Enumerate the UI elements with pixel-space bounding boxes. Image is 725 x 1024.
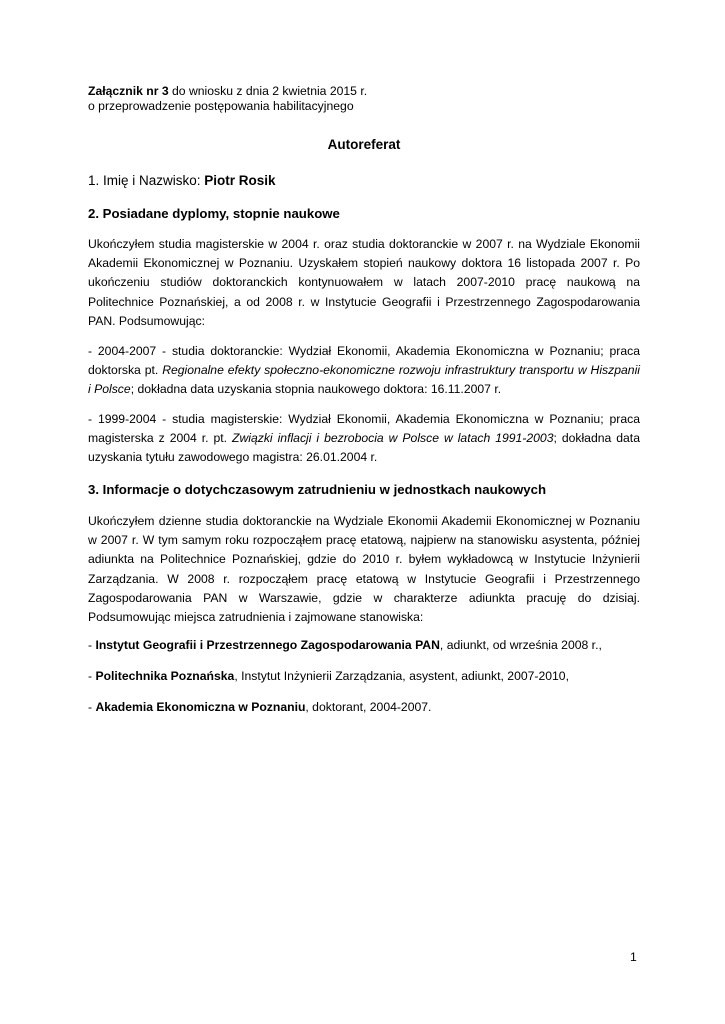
author-name: Piotr Rosik bbox=[204, 173, 276, 188]
employment-item-dash: - bbox=[88, 638, 96, 652]
employment-details: , doktorant, 2004-2007. bbox=[305, 700, 432, 714]
employment-org: Politechnika Poznańska bbox=[95, 669, 235, 683]
page-number: 1 bbox=[630, 950, 637, 964]
employment-details: , adiunkt, od września 2008 r., bbox=[439, 638, 602, 652]
section-2-heading: 2. Posiadane dyplomy, stopnie naukowe bbox=[88, 206, 340, 221]
diploma-item-doctoral bbox=[88, 342, 640, 400]
attachment-header bbox=[88, 84, 367, 114]
section-3-paragraph: Ukończyłem dzienne studia doktoranckie na Wydziale Ekonomii Akademii Ekonomicznej w Poznaniu w 2007 r. W tym samym roku rozpocząłem pracę etatową, najpierw na stanowisku asystenta, później adiunkta na Politechnice Poznańskiej, gdzie do 2010 r. byłem wykładowcą w Instytucie Inżynierii Zarządzania. W 2008 r. rozpocząłem pracę etatową w Instytucie Geografii i Przestrzennego Zagospodarowania PAN w Warszawie, gdzie w charakterze adiunkta pracuję do dzisiaj. Podsumowując miejsca zatrudnienia i zajmowane stanowiska: bbox=[88, 514, 640, 625]
attachment-line-1 bbox=[88, 84, 367, 99]
employment-org: Akademia Ekonomiczna w Poznaniu bbox=[95, 700, 306, 714]
attachment-label: Załącznik nr 3 bbox=[88, 84, 169, 98]
diploma-item-doctoral-prefix: - 2004-2007 - studia doktoranckie: Wydział Ekonomii, Akademia Ekonomiczna w Poznaniu; praca doktorska pt. bbox=[88, 344, 640, 378]
diploma-item-masters bbox=[88, 410, 640, 468]
document-title: Autoreferat bbox=[327, 137, 401, 152]
employment-item-dash: - bbox=[88, 700, 96, 714]
diploma-item-doctoral-suffix: ; dokładna data uzyskania stopnia naukowego doktora: 16.11.2007 r. bbox=[130, 382, 502, 397]
section-3-heading: 3. Informacje o dotychczasowym zatrudnieniu w jednostkach naukowych bbox=[88, 482, 547, 497]
attachment-line-2: o przeprowadzenie postępowania habilitacyjnego bbox=[88, 99, 354, 113]
diploma-item-masters-suffix: ; dokładna data uzyskania tytułu zawodowego magistra: 26.01.2004 r. bbox=[88, 431, 640, 465]
attachment-line-1-rest: do wniosku z dnia 2 kwietnia 2015 r. bbox=[168, 84, 368, 98]
employment-item bbox=[88, 636, 602, 655]
employment-details: , Instytut Inżynierii Zarządzania, asystent, adiunkt, 2007-2010, bbox=[234, 669, 569, 683]
masters-thesis-title: Związki inflacji i bezrobocia w Polsce w latach 1991-2003 bbox=[232, 431, 554, 446]
employment-item bbox=[88, 667, 569, 686]
employment-item-dash: - bbox=[88, 669, 96, 683]
diploma-item-masters-prefix: - 1999-2004 - studia magisterskie: Wydział Ekonomii, Akademia Ekonomiczna w Poznaniu; praca magisterska z 2004 r. pt. bbox=[88, 412, 640, 446]
section-1-label: 1. Imię i Nazwisko: bbox=[88, 173, 205, 188]
section-2-paragraph: Ukończyłem studia magisterskie w 2004 r. oraz studia doktoranckie w 2007 r. na Wydziale Ekonomii Akademii Ekonomicznej w Poznaniu. Uzyskałem stopień naukowy doktora 16 listopada 2007 r. Po ukończeniu studiów doktoranckich kontynuowałem w latach 2007-2010 pracę naukową na Politechnice Poznańskiej, a od 2008 r. w Instytucie Geografii i Przestrzennego Zagospodarowania PAN. Podsumowując: bbox=[88, 237, 640, 328]
document-page bbox=[88, 0, 640, 1024]
employment-item bbox=[88, 698, 431, 717]
section-1-name bbox=[88, 173, 276, 188]
doctoral-thesis-title: Regionalne efekty społeczno-ekonomiczne rozwoju infrastruktury transportu w Hiszpanii i Polsce bbox=[88, 363, 640, 397]
employment-org: Instytut Geografii i Przestrzennego Zagospodarowania PAN bbox=[95, 638, 440, 652]
